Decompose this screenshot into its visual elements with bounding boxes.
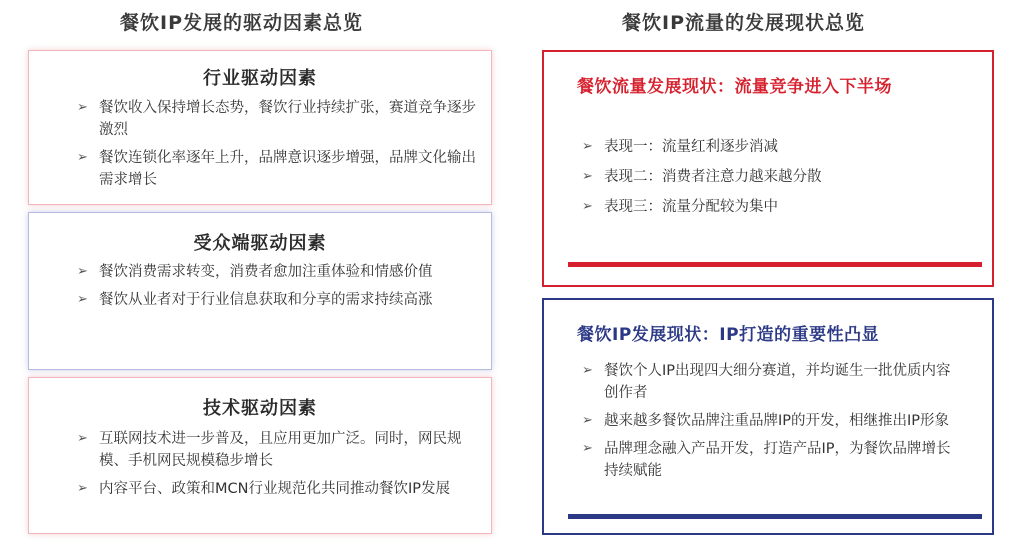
- technology-drivers-card: [28, 377, 492, 534]
- accent-bar: [568, 514, 982, 519]
- arrow-right-icon: ➢: [77, 264, 88, 279]
- arrow-right-icon: ➢: [582, 139, 593, 154]
- bullet-text: 互联网技术进一步普及，且应用更加广泛。同时，网民规模、手机网民规模稳步增长: [99, 431, 462, 469]
- arrow-right-icon: ➢: [77, 100, 88, 115]
- list-item: [77, 97, 477, 141]
- arrow-right-icon: ➢: [77, 150, 88, 165]
- arrow-right-icon: ➢: [77, 292, 88, 307]
- left-heading: 餐饮IP发展的驱动因素总览: [120, 12, 363, 34]
- audience-drivers-card: [28, 212, 492, 370]
- bullet-list: [77, 428, 477, 506]
- list-item: [582, 360, 962, 404]
- arrow-right-icon: ➢: [77, 481, 88, 496]
- card-title: 受众端驱动因素: [193, 233, 327, 254]
- list-item: [77, 261, 477, 283]
- list-item: [77, 478, 477, 500]
- list-item: [582, 410, 962, 432]
- card-title: 餐饮流量发展现状：流量竞争进入下半场: [577, 77, 892, 97]
- card-title: 行业驱动因素: [203, 68, 317, 89]
- list-item: [582, 166, 982, 188]
- list-item: [582, 196, 982, 218]
- traffic-status-card: [542, 50, 994, 287]
- ip-status-card: [542, 298, 994, 535]
- list-item: [582, 438, 962, 482]
- arrow-right-icon: ➢: [582, 363, 593, 378]
- arrow-right-icon: ➢: [582, 441, 593, 456]
- list-item: [77, 428, 477, 472]
- bullet-text: 品牌理念融入产品开发，打造产品IP，为餐饮品牌增长持续赋能: [604, 441, 951, 479]
- bullet-text: 内容平台、政策和MCN行业规范化共同推动餐饮IP发展: [99, 481, 451, 497]
- list-item: [582, 136, 982, 158]
- card-title: 餐饮IP发展现状：IP打造的重要性凸显: [577, 325, 880, 345]
- industry-drivers-card: [28, 50, 492, 205]
- bullet-text: 表现一：流量红利逐步消减: [604, 139, 778, 155]
- arrow-right-icon: ➢: [582, 169, 593, 184]
- bullet-text: 餐饮消费需求转变，消费者愈加注重体验和情感价值: [99, 264, 433, 280]
- accent-bar: [568, 262, 982, 267]
- bullet-list: [582, 136, 982, 226]
- bullet-text: 越来越多餐饮品牌注重品牌IP的开发，相继推出IP形象: [604, 413, 950, 429]
- bullet-text: 餐饮收入保持增长态势，餐饮行业持续扩张，赛道竞争逐步激烈: [99, 100, 476, 138]
- arrow-right-icon: ➢: [582, 413, 593, 428]
- bullet-text: 餐饮个人IP出现四大细分赛道，并均诞生一批优质内容创作者: [604, 363, 951, 401]
- card-title: 技术驱动因素: [203, 398, 317, 419]
- bullet-list: [582, 360, 962, 488]
- arrow-right-icon: ➢: [582, 199, 593, 214]
- bullet-text: 表现二：消费者注意力越来越分散: [604, 169, 822, 185]
- list-item: [77, 289, 477, 311]
- bullet-text: 餐饮从业者对于行业信息获取和分享的需求持续高涨: [99, 292, 433, 308]
- list-item: [77, 147, 477, 191]
- bullet-list: [77, 97, 477, 197]
- right-heading: 餐饮IP流量的发展现状总览: [622, 12, 865, 34]
- bullet-text: 表现三：流量分配较为集中: [604, 199, 778, 215]
- arrow-right-icon: ➢: [77, 431, 88, 446]
- bullet-text: 餐饮连锁化率逐年上升，品牌意识逐步增强，品牌文化输出需求增长: [99, 150, 476, 188]
- bullet-list: [77, 261, 477, 317]
